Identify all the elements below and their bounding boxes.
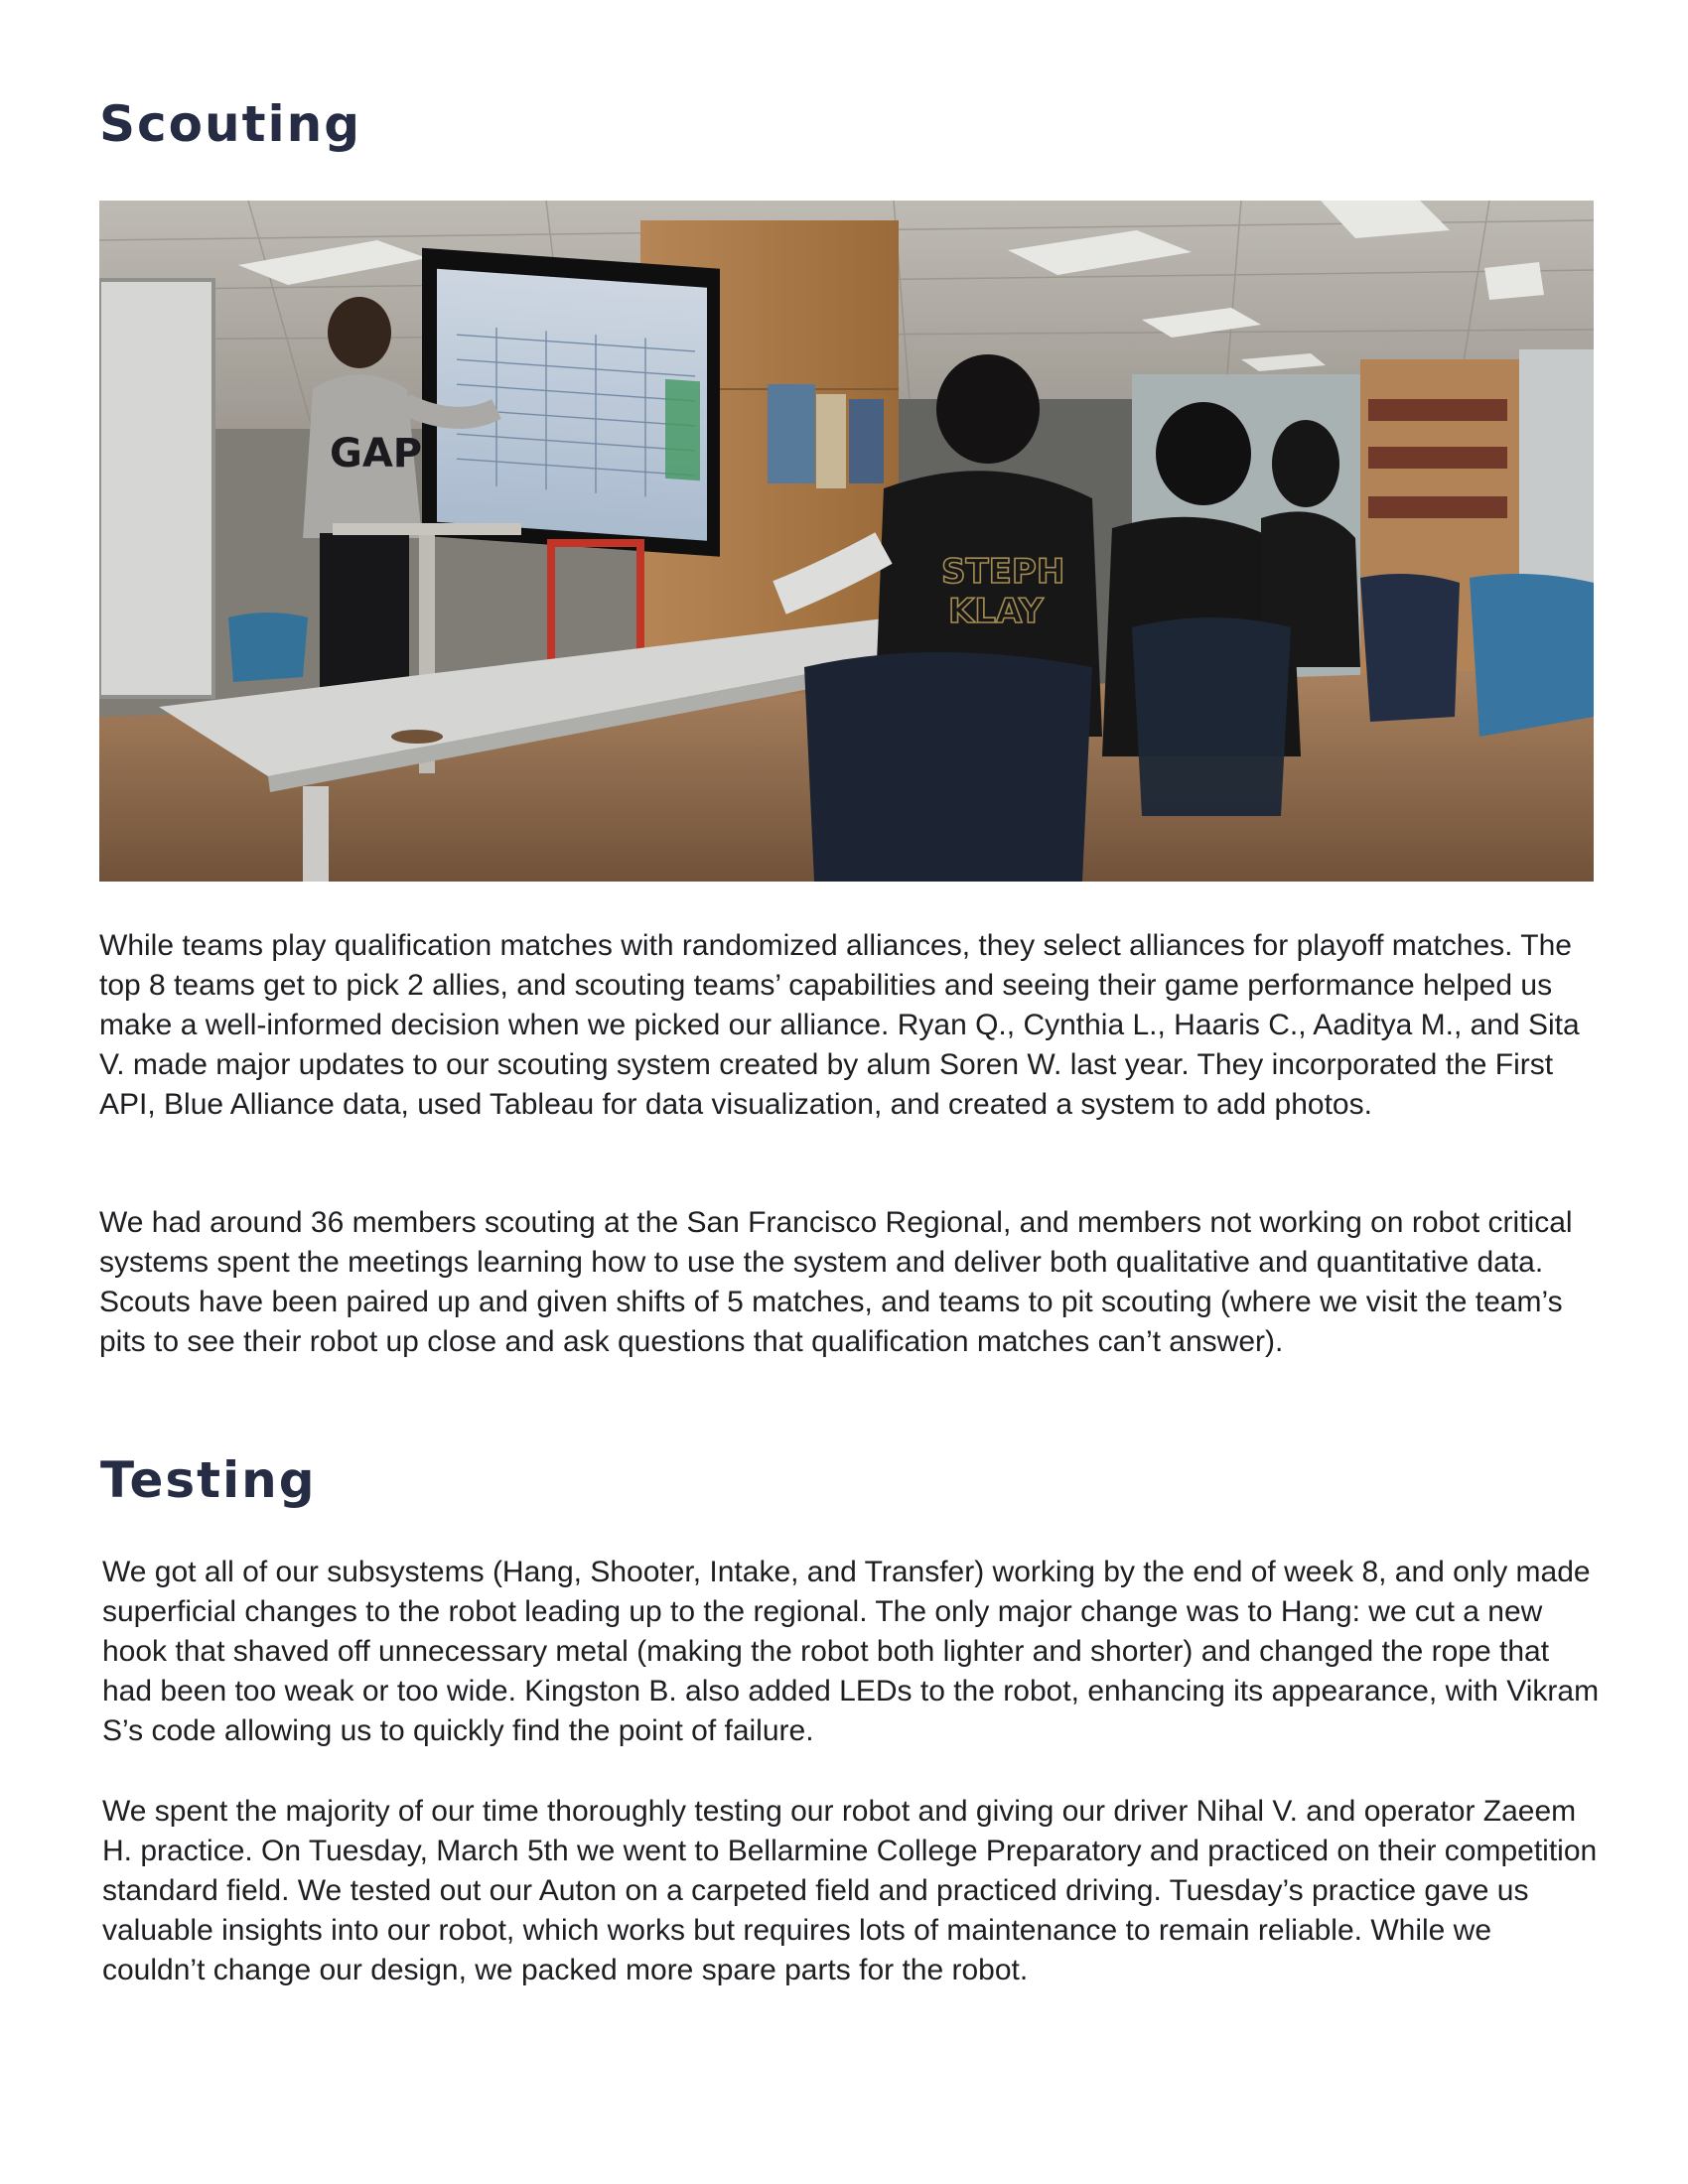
hoodie-text: GAP — [330, 431, 423, 477]
testing-heading: Testing — [100, 1451, 317, 1509]
testing-paragraph-1: We got all of our subsystems (Hang, Shooter, Intake, and Transfer) working by the end of week 8, and only made superficial changes to the robot leading up to the regional. The only major change was to Hang: we cut a new hook that shaved off unnecessary metal (making the robot both lighter and shorter) and changed the rope that had been too weak or too wide. Kingston B. also added LEDs to the robot, enhancing its appearance, with Vikram S’s code allowing us to quickly find the point of failure. — [102, 1556, 1600, 1747]
testing-paragraph-2: We spent the majority of our time thoroughly testing our robot and giving our driver Nihal V. and operator Zaeem H. practice. On Tuesday, March 5th we went to Bellarmine College Preparatory and practiced on their competition standard field. We tested out our Auton on a carpeted field and practiced driving. Tuesday’s practice gave us valuable insights into our robot, which works but requires lots of maintenance to remain reliable. While we couldn’t change our design, we packed more spare parts for the robot. — [102, 1795, 1598, 1986]
scouting-heading: Scouting — [99, 95, 362, 153]
shirt-text-line-1: STEPH — [941, 552, 1065, 592]
photo-illustration — [99, 201, 1594, 882]
scouting-paragraph-2: We had around 36 members scouting at the San Francisco Regional, and members not working on robot critical systems spent the meetings learning how to use the system and deliver both qualitative and quantitative data. Scouts have been paired up and given shifts of 5 matches, and teams to pit scouting (where we visit the team’s pits to see their robot up close and ask questions that qualification matches can’t answer). — [99, 1206, 1573, 1358]
shirt-text-line-2: KLAY — [948, 592, 1044, 631]
scouting-paragraph-1: While teams play qualification matches with randomized alliances, they select alliances for playoff matches. The top 8 teams get to pick 2 allies, and scouting teams’ capabilities and seeing their game performance helped us make a well-informed decision when we picked our alliance. Ryan Q., Cynthia L., Haaris C., Aaditya M., and Sita V. made major updates to our scouting system created by alum Soren W. last year. They incorporated the First API, Blue Alliance data, used Tableau for data visualization, and created a system to add photos. — [99, 929, 1580, 1121]
scouting-meeting-photo — [99, 201, 1594, 882]
